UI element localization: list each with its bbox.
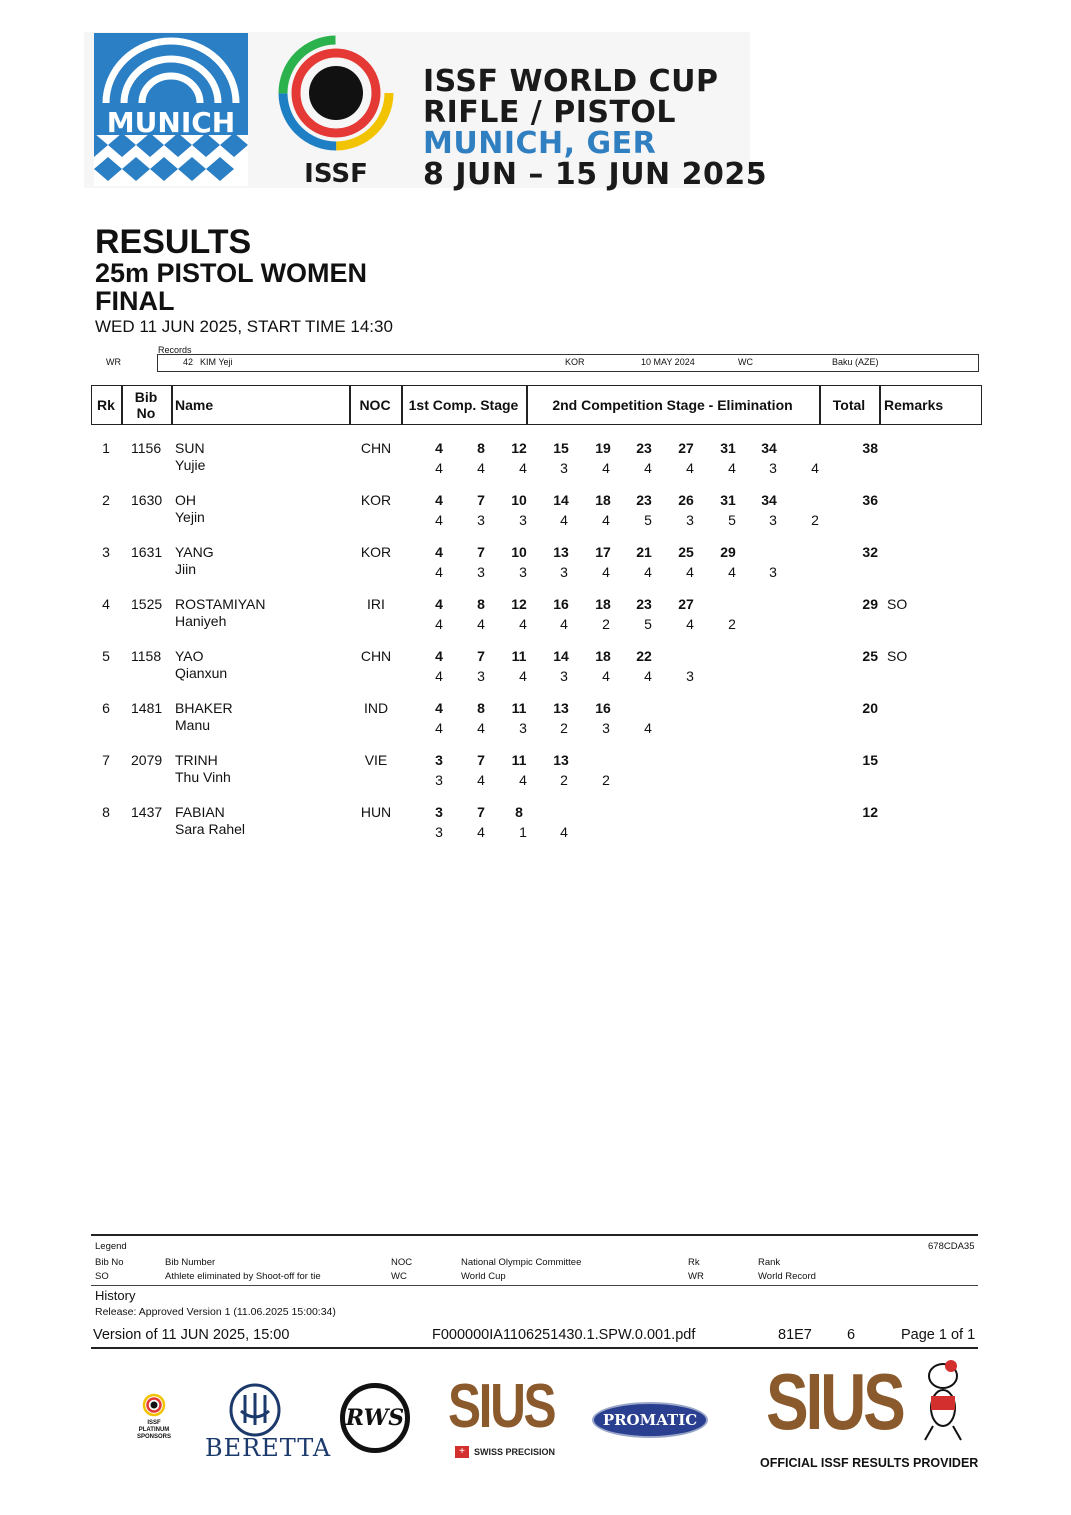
record-competition: WC bbox=[738, 357, 753, 367]
row-series-score: 3 bbox=[519, 564, 527, 580]
row-given-name: Manu bbox=[175, 717, 211, 733]
header-noc: NOC bbox=[359, 397, 391, 413]
legend-desc: National Olympic Committee bbox=[461, 1257, 582, 1268]
row-series-score: 4 bbox=[686, 564, 694, 580]
row-given-name: Jiin bbox=[175, 561, 197, 577]
row-cumulative-score: 15 bbox=[553, 440, 569, 456]
footer-code: 81E7 bbox=[778, 1327, 812, 1343]
row-series-score: 4 bbox=[435, 616, 443, 632]
footer-number: 6 bbox=[847, 1327, 856, 1343]
row-total: 12 bbox=[862, 804, 878, 820]
header-bib bbox=[121, 385, 171, 425]
legend-desc: Rank bbox=[758, 1257, 781, 1268]
row-cumulative-score: 7 bbox=[477, 492, 485, 508]
beretta-logo: BERETTA bbox=[205, 1434, 332, 1462]
row-noc: HUN bbox=[360, 804, 392, 820]
row-cumulative-score: 4 bbox=[435, 544, 443, 560]
row-cumulative-score: 11 bbox=[511, 752, 527, 768]
start-datetime: WED 11 JUN 2025, START TIME 14:30 bbox=[95, 317, 393, 336]
row-series-score: 3 bbox=[560, 460, 568, 476]
footer-file: F000000IA1106251430.1.SPW.0.001.pdf bbox=[432, 1327, 696, 1343]
row-series-score: 3 bbox=[560, 564, 568, 580]
row-cumulative-score: 13 bbox=[553, 700, 569, 716]
row-series-score: 4 bbox=[686, 460, 694, 476]
row-series-score: 4 bbox=[435, 512, 443, 528]
row-cumulative-score: 21 bbox=[636, 544, 652, 560]
row-cumulative-score: 23 bbox=[636, 492, 652, 508]
row-series-score: 4 bbox=[728, 564, 736, 580]
row-series-score: 3 bbox=[769, 564, 777, 580]
row-series-score: 2 bbox=[560, 772, 568, 788]
row-series-score: 3 bbox=[686, 512, 694, 528]
row-surname: TRINH bbox=[175, 752, 218, 768]
row-series-score: 2 bbox=[811, 512, 819, 528]
history-title: History bbox=[95, 1288, 136, 1303]
row-given-name: Yujie bbox=[175, 457, 206, 473]
record-noc: KOR bbox=[565, 357, 585, 367]
row-rank: 3 bbox=[102, 544, 110, 560]
row-series-score: 4 bbox=[435, 460, 443, 476]
results-heading: RESULTS bbox=[95, 223, 252, 261]
row-cumulative-score: 11 bbox=[511, 648, 527, 664]
legend-desc: Bib Number bbox=[165, 1257, 216, 1268]
row-series-score: 2 bbox=[560, 720, 568, 736]
row-cumulative-score: 4 bbox=[435, 492, 443, 508]
row-cumulative-score: 3 bbox=[435, 804, 443, 820]
row-rank: 7 bbox=[102, 752, 110, 768]
row-cumulative-score: 14 bbox=[553, 648, 569, 664]
row-cumulative-score: 27 bbox=[678, 596, 694, 612]
record-type: WR bbox=[106, 357, 121, 367]
row-bib: 2079 bbox=[131, 752, 163, 768]
rws-logo bbox=[340, 1383, 410, 1453]
row-cumulative-score: 7 bbox=[477, 648, 485, 664]
row-noc: KOR bbox=[360, 492, 392, 508]
event-title-line-2: RIFLE / PISTOL bbox=[423, 95, 677, 130]
row-cumulative-score: 27 bbox=[678, 440, 694, 456]
legend-title: Legend bbox=[95, 1241, 127, 1252]
row-rank: 1 bbox=[102, 440, 110, 456]
row-cumulative-score: 4 bbox=[435, 700, 443, 716]
row-noc: VIE bbox=[364, 752, 388, 768]
row-cumulative-score: 7 bbox=[477, 544, 485, 560]
row-rank: 8 bbox=[102, 804, 110, 820]
row-series-score: 4 bbox=[519, 460, 527, 476]
row-series-score: 4 bbox=[602, 460, 610, 476]
header-total: Total bbox=[832, 397, 866, 413]
row-series-score: 4 bbox=[477, 824, 485, 840]
row-cumulative-score: 34 bbox=[761, 440, 777, 456]
promatic-logo bbox=[592, 1402, 708, 1438]
row-cumulative-score: 16 bbox=[553, 596, 569, 612]
rws-logo-text: RWS bbox=[345, 1405, 405, 1431]
row-series-score: 3 bbox=[477, 564, 485, 580]
row-cumulative-score: 7 bbox=[477, 752, 485, 768]
row-series-score: 4 bbox=[477, 720, 485, 736]
row-given-name: Sara Rahel bbox=[175, 821, 246, 837]
issf-logo-text: ISSF bbox=[304, 159, 368, 186]
row-cumulative-score: 11 bbox=[511, 700, 527, 716]
event-name: 25m PISTOL WOMEN bbox=[95, 258, 368, 288]
row-series-score: 4 bbox=[519, 772, 527, 788]
munich-logo-text: MUNICH bbox=[106, 106, 236, 139]
swiss-flag-icon: + bbox=[455, 1446, 469, 1458]
row-cumulative-score: 8 bbox=[477, 700, 485, 716]
legend-abbr: WC bbox=[391, 1271, 407, 1282]
row-series-score: 2 bbox=[602, 772, 610, 788]
row-rank: 6 bbox=[102, 700, 110, 716]
promatic-logo-text: PROMATIC bbox=[602, 1411, 698, 1429]
row-series-score: 2 bbox=[728, 616, 736, 632]
legend-bottom-rule bbox=[91, 1285, 978, 1286]
results-provider-label: OFFICIAL ISSF RESULTS PROVIDER bbox=[760, 1456, 979, 1470]
row-series-score: 3 bbox=[519, 512, 527, 528]
row-surname: SUN bbox=[175, 440, 205, 456]
header-bib-line2: No bbox=[136, 405, 156, 421]
row-series-score: 3 bbox=[477, 512, 485, 528]
legend-abbr: NOC bbox=[391, 1257, 413, 1268]
row-surname: YANG bbox=[175, 544, 214, 560]
row-cumulative-score: 34 bbox=[761, 492, 777, 508]
row-cumulative-score: 22 bbox=[636, 648, 652, 664]
row-series-score: 4 bbox=[644, 564, 652, 580]
row-noc: CHN bbox=[360, 440, 392, 456]
row-series-score: 3 bbox=[477, 668, 485, 684]
row-noc: IRI bbox=[367, 596, 385, 612]
record-score: 42 bbox=[183, 357, 194, 367]
row-cumulative-score: 10 bbox=[511, 544, 527, 560]
legend-abbr: Rk bbox=[688, 1257, 700, 1268]
row-series-score: 5 bbox=[728, 512, 736, 528]
row-bib: 1156 bbox=[131, 440, 162, 456]
record-place: Baku (AZE) bbox=[832, 357, 879, 367]
row-series-score: 4 bbox=[435, 564, 443, 580]
platinum-line-3: SPONSORS bbox=[136, 1434, 171, 1440]
legend-desc: World Record bbox=[758, 1271, 816, 1282]
footer-page: Page 1 of 1 bbox=[901, 1327, 976, 1343]
row-noc: IND bbox=[363, 700, 389, 716]
row-series-score: 4 bbox=[728, 460, 736, 476]
beretta-emblem-icon bbox=[228, 1383, 282, 1437]
footer-version: Version of 11 JUN 2025, 15:00 bbox=[93, 1327, 290, 1343]
row-given-name: Thu Vinh bbox=[175, 769, 231, 785]
row-surname: FABIAN bbox=[175, 804, 225, 820]
row-series-score: 2 bbox=[602, 616, 610, 632]
legend-desc: World Cup bbox=[461, 1271, 506, 1282]
row-cumulative-score: 25 bbox=[678, 544, 694, 560]
legend-abbr: SO bbox=[95, 1271, 109, 1282]
row-series-score: 4 bbox=[477, 772, 485, 788]
row-series-score: 3 bbox=[769, 512, 777, 528]
row-cumulative-score: 4 bbox=[435, 648, 443, 664]
row-series-score: 4 bbox=[477, 616, 485, 632]
row-rank: 5 bbox=[102, 648, 110, 664]
row-series-score: 4 bbox=[560, 824, 568, 840]
row-total: 32 bbox=[862, 544, 878, 560]
platinum-line-1: ISSF bbox=[147, 1420, 161, 1426]
row-cumulative-score: 18 bbox=[595, 596, 611, 612]
legend-desc: Athlete eliminated by Shoot-off for tie bbox=[165, 1271, 321, 1282]
sius-main-logo: SIUS bbox=[766, 1357, 903, 1446]
row-total: 29 bbox=[862, 596, 878, 612]
row-total: 15 bbox=[862, 752, 878, 768]
row-cumulative-score: 29 bbox=[720, 544, 736, 560]
row-series-score: 4 bbox=[560, 616, 568, 632]
row-cumulative-score: 7 bbox=[477, 804, 485, 820]
platinum-line-2: PLATINUM bbox=[138, 1427, 170, 1433]
row-cumulative-score: 12 bbox=[511, 596, 527, 612]
sius-mascot-icon bbox=[915, 1356, 973, 1446]
row-series-score: 4 bbox=[644, 668, 652, 684]
row-series-score: 3 bbox=[435, 824, 443, 840]
row-cumulative-score: 10 bbox=[511, 492, 527, 508]
issf-logo bbox=[275, 33, 397, 186]
column-divider bbox=[879, 385, 881, 425]
row-rank: 4 bbox=[102, 596, 110, 612]
record-holder: KIM Yeji bbox=[200, 357, 233, 367]
row-cumulative-score: 12 bbox=[511, 440, 527, 456]
row-series-score: 3 bbox=[686, 668, 694, 684]
row-noc: KOR bbox=[360, 544, 392, 560]
row-total: 36 bbox=[862, 492, 878, 508]
row-series-score: 4 bbox=[435, 720, 443, 736]
row-cumulative-score: 31 bbox=[720, 440, 736, 456]
row-given-name: Haniyeh bbox=[175, 613, 227, 629]
header-remarks: Remarks bbox=[884, 397, 944, 413]
row-series-score: 5 bbox=[644, 512, 652, 528]
row-cumulative-score: 23 bbox=[636, 440, 652, 456]
row-bib: 1630 bbox=[131, 492, 163, 508]
row-series-score: 4 bbox=[811, 460, 819, 476]
row-series-score: 4 bbox=[644, 460, 652, 476]
row-cumulative-score: 31 bbox=[720, 492, 736, 508]
row-cumulative-score: 4 bbox=[435, 596, 443, 612]
row-cumulative-score: 16 bbox=[595, 700, 611, 716]
row-given-name: Qianxun bbox=[175, 665, 228, 681]
row-cumulative-score: 8 bbox=[515, 804, 523, 820]
header-rank: Rk bbox=[97, 397, 115, 413]
row-cumulative-score: 23 bbox=[636, 596, 652, 612]
history-release: Release: Approved Version 1 (11.06.2025 15:00:34) bbox=[95, 1306, 336, 1318]
row-series-score: 3 bbox=[519, 720, 527, 736]
record-date: 10 MAY 2024 bbox=[641, 357, 695, 367]
row-cumulative-score: 8 bbox=[477, 440, 485, 456]
row-cumulative-score: 13 bbox=[553, 544, 569, 560]
event-title-line-1: ISSF WORLD CUP bbox=[423, 64, 719, 99]
row-bib: 1437 bbox=[131, 804, 163, 820]
row-total: 25 bbox=[862, 648, 878, 664]
row-bib: 1158 bbox=[131, 648, 162, 664]
header-stage2: 2nd Competition Stage - Elimination bbox=[552, 397, 793, 413]
row-series-score: 4 bbox=[519, 616, 527, 632]
row-series-score: 4 bbox=[435, 668, 443, 684]
row-given-name: Yejin bbox=[175, 509, 205, 525]
row-series-score: 3 bbox=[560, 668, 568, 684]
event-dates: 8 JUN – 15 JUN 2025 bbox=[423, 157, 768, 192]
row-series-score: 1 bbox=[519, 824, 527, 840]
row-remark: SO bbox=[887, 596, 908, 612]
row-series-score: 3 bbox=[602, 720, 610, 736]
row-series-score: 4 bbox=[602, 512, 610, 528]
legend-abbr: WR bbox=[688, 1271, 704, 1282]
footer-rule bbox=[91, 1347, 978, 1349]
header-name: Name bbox=[175, 397, 214, 413]
row-bib: 1525 bbox=[131, 596, 163, 612]
row-surname: YAO bbox=[175, 648, 204, 664]
legend-top-rule bbox=[91, 1234, 978, 1236]
legend-abbr: Bib No bbox=[95, 1257, 124, 1268]
row-cumulative-score: 19 bbox=[595, 440, 611, 456]
row-total: 38 bbox=[862, 440, 878, 456]
row-series-score: 4 bbox=[686, 616, 694, 632]
row-rank: 2 bbox=[102, 492, 110, 508]
row-series-score: 3 bbox=[435, 772, 443, 788]
row-surname: OH bbox=[175, 492, 196, 508]
row-series-score: 4 bbox=[519, 668, 527, 684]
row-noc: CHN bbox=[360, 648, 392, 664]
row-series-score: 4 bbox=[477, 460, 485, 476]
row-series-score: 4 bbox=[644, 720, 652, 736]
row-bib: 1631 bbox=[131, 544, 163, 560]
row-cumulative-score: 18 bbox=[595, 648, 611, 664]
row-remark: SO bbox=[887, 648, 908, 664]
row-cumulative-score: 18 bbox=[595, 492, 611, 508]
issf-platinum-sponsors bbox=[131, 1393, 177, 1441]
sius-logo: SIUS bbox=[448, 1372, 555, 1441]
row-cumulative-score: 17 bbox=[595, 544, 611, 560]
row-series-score: 3 bbox=[769, 460, 777, 476]
row-cumulative-score: 4 bbox=[435, 440, 443, 456]
row-cumulative-score: 13 bbox=[553, 752, 569, 768]
row-cumulative-score: 8 bbox=[477, 596, 485, 612]
sius-tagline: SWISS PRECISION bbox=[474, 1447, 556, 1457]
row-surname: ROSTAMIYAN bbox=[175, 596, 266, 612]
header-bib-line1: Bib bbox=[134, 389, 158, 405]
row-cumulative-score: 3 bbox=[435, 752, 443, 768]
row-cumulative-score: 14 bbox=[553, 492, 569, 508]
row-series-score: 5 bbox=[644, 616, 652, 632]
munich-logo bbox=[94, 33, 248, 186]
row-series-score: 4 bbox=[560, 512, 568, 528]
header-stage1: 1st Comp. Stage bbox=[408, 397, 519, 413]
row-cumulative-score: 26 bbox=[678, 492, 694, 508]
issf-target-icon bbox=[142, 1393, 166, 1417]
legend-code: 678CDA35 bbox=[928, 1241, 975, 1252]
phase-name: FINAL bbox=[95, 286, 175, 316]
column-divider bbox=[171, 385, 173, 425]
row-series-score: 4 bbox=[602, 564, 610, 580]
row-surname: BHAKER bbox=[175, 700, 233, 716]
row-series-score: 4 bbox=[602, 668, 610, 684]
records-label: Records bbox=[158, 345, 192, 355]
event-location: MUNICH, GER bbox=[423, 126, 657, 161]
row-bib: 1481 bbox=[131, 700, 163, 716]
row-total: 20 bbox=[862, 700, 878, 716]
